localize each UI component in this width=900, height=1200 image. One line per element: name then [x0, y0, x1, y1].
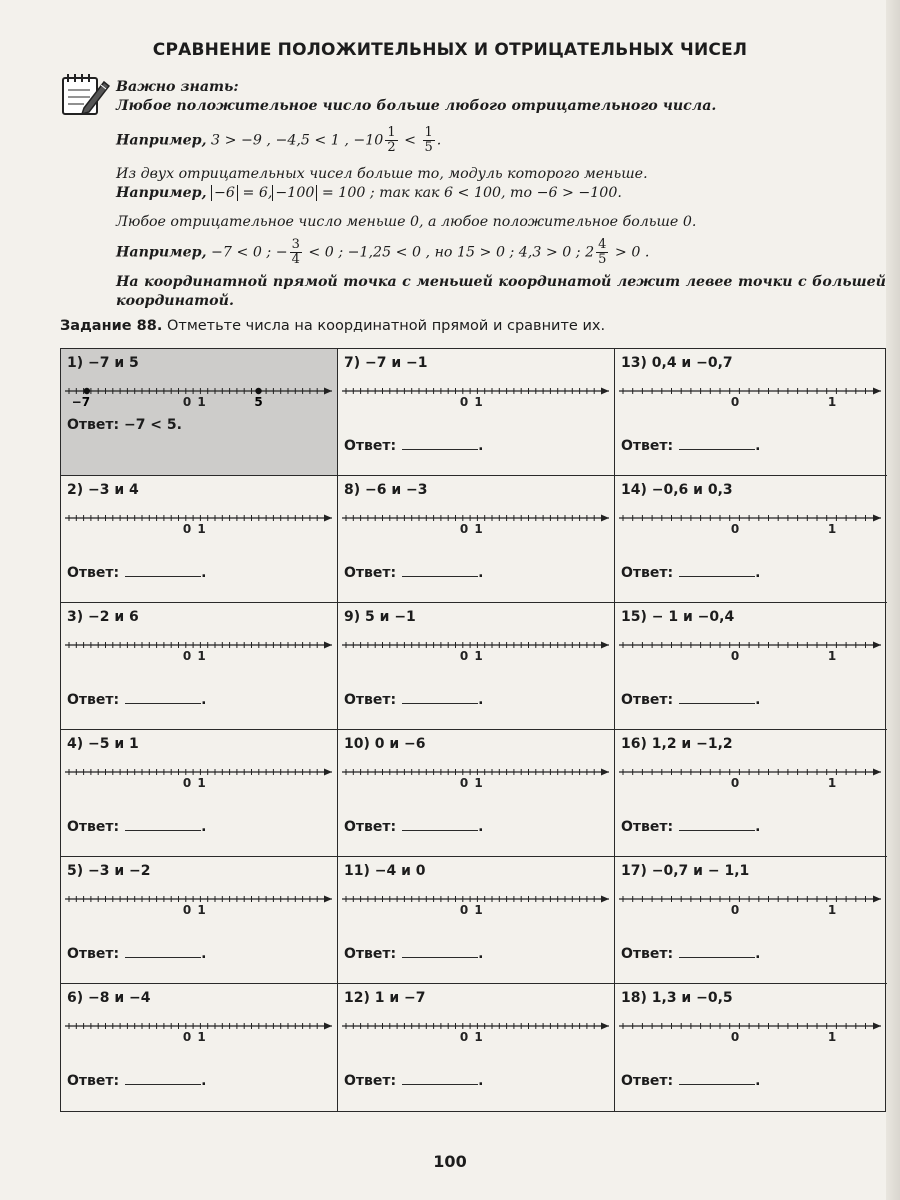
exercise-label: 13) 0,4 и −0,7	[621, 355, 733, 371]
answer-field[interactable]	[344, 818, 483, 835]
tick-label: 0	[730, 1030, 740, 1044]
tick-label: 1	[474, 522, 483, 536]
tick-label: 1	[827, 903, 837, 917]
exercise-label: 10) 0 и −6	[344, 736, 426, 752]
answer-blank[interactable]	[402, 945, 478, 958]
answer-period: .	[755, 565, 761, 581]
example-2-c1: 6 < 100	[444, 185, 502, 201]
example-3-d: 15 > 0 ;	[456, 244, 515, 261]
number-line[interactable]	[61, 375, 337, 415]
exercise-label: 8) −6 и −3	[344, 482, 428, 498]
example-1-c-rel: <	[404, 132, 416, 149]
exercise-cell[interactable]	[615, 730, 887, 857]
answer-period: .	[201, 1073, 207, 1089]
answer-field[interactable]	[344, 437, 483, 454]
example-3	[116, 238, 886, 267]
answer-blank[interactable]	[125, 818, 201, 831]
answer-field[interactable]	[344, 691, 483, 708]
number-line[interactable]	[61, 756, 337, 796]
tick-label: 0	[182, 776, 192, 790]
example-3-b-minus: −	[275, 244, 288, 261]
exercise-label: 14) −0,6 и 0,3	[621, 482, 733, 498]
example-3-f-lead: 2	[585, 244, 595, 261]
tick-label: 0	[459, 903, 469, 917]
tick-label: 1	[197, 776, 206, 790]
rule-2: Из двух отрицательных чисел больше то, модуль которого меньше.	[116, 166, 648, 182]
tick-label: 0	[182, 522, 192, 536]
tick-label: 1	[827, 776, 837, 790]
answer-label: Ответ:	[67, 1073, 120, 1089]
answer-label: Ответ:	[67, 946, 120, 962]
answer-period: .	[201, 565, 207, 581]
answer-label: Ответ:	[344, 438, 397, 454]
example-1-a: 3 > −9 ,	[211, 132, 271, 149]
tick-label: 0	[182, 649, 192, 663]
answer-blank[interactable]	[125, 1072, 201, 1085]
answer-period: .	[478, 438, 484, 454]
task-label: Задание 88.	[60, 318, 163, 334]
tick-label: 0	[730, 776, 740, 790]
tick-label-five: 5	[254, 395, 263, 409]
tick-label: 0	[730, 903, 740, 917]
answer-period: .	[755, 819, 761, 835]
exercise-cell[interactable]	[338, 476, 615, 603]
answer-period: .	[201, 692, 207, 708]
example-2-c2: −6 > −100	[536, 185, 618, 201]
exercise-cell[interactable]	[61, 603, 338, 730]
abs-minus-six: −6	[211, 185, 238, 201]
answer-blank[interactable]	[679, 818, 755, 831]
axis-arrow-icon	[873, 515, 881, 522]
tick-label: 1	[197, 649, 206, 663]
number-line[interactable]	[615, 756, 887, 796]
example-1-end: .	[436, 132, 442, 149]
answer-blank[interactable]	[402, 437, 478, 450]
number-line[interactable]	[615, 502, 887, 542]
exercise-label: 6) −8 и −4	[67, 990, 151, 1006]
task-heading	[60, 318, 605, 334]
tick-label: 1	[827, 395, 837, 409]
marked-point	[255, 388, 261, 394]
answer-label: Ответ:	[344, 565, 397, 581]
fraction-one-half: $\frac{1}{2}$	[387, 125, 396, 155]
example-1-prefix: Например,	[116, 132, 207, 149]
example-2-end: .	[617, 185, 622, 201]
answer-period: .	[478, 565, 484, 581]
example-2	[116, 184, 886, 203]
answer-period: .	[755, 692, 761, 708]
answer-field[interactable]	[344, 564, 483, 581]
tick-label: 1	[827, 522, 837, 536]
answer-label: Ответ:	[344, 946, 397, 962]
example-answer: Ответ: −7 < 5.	[67, 417, 182, 433]
axis-arrow-icon	[873, 769, 881, 776]
axis-arrow-icon	[601, 769, 609, 776]
rule-3: Любое отрицательное число меньше 0, а любое положительное больше 0.	[116, 214, 697, 230]
example-3-b-rel: < 0 ;	[308, 244, 344, 261]
exercise-label: 18) 1,3 и −0,5	[621, 990, 733, 1006]
answer-blank[interactable]	[402, 691, 478, 704]
axis-arrow-icon	[601, 642, 609, 649]
fraction-one-fifth: $\frac{1}{5}$	[424, 125, 433, 155]
axis-arrow-icon	[873, 642, 881, 649]
answer-period: .	[201, 819, 207, 835]
answer-label: Ответ:	[344, 692, 397, 708]
answer-field[interactable]	[344, 1072, 483, 1089]
answer-blank[interactable]	[679, 1072, 755, 1085]
exercise-cell[interactable]	[338, 984, 615, 1111]
axis-arrow-icon	[324, 388, 332, 395]
exercise-cell[interactable]	[61, 984, 338, 1111]
marked-point	[84, 388, 90, 394]
answer-period: .	[478, 1073, 484, 1089]
notepad-pencil-icon	[60, 72, 110, 118]
example-1-b: −4,5 < 1 ,	[275, 132, 349, 149]
number-line[interactable]	[338, 1010, 614, 1050]
answer-label: Ответ:	[67, 565, 120, 581]
page-edge	[886, 0, 900, 1200]
exercise-cell[interactable]	[61, 730, 338, 857]
axis-arrow-icon	[324, 515, 332, 522]
answer-period: .	[755, 946, 761, 962]
tick-label: 0	[182, 1030, 192, 1044]
tick-label: 0	[182, 395, 192, 409]
exercise-label: 17) −0,7 и − 1,1	[621, 863, 750, 879]
number-line[interactable]	[615, 375, 887, 415]
example-2-prefix: Например,	[116, 185, 207, 201]
answer-field[interactable]	[67, 1072, 206, 1089]
tick-label: 1	[474, 776, 483, 790]
exercise-cell[interactable]	[615, 857, 887, 984]
answer-field[interactable]	[621, 1072, 760, 1089]
exercise-cell[interactable]	[338, 349, 615, 476]
axis-arrow-icon	[324, 642, 332, 649]
answer-blank[interactable]	[679, 564, 755, 577]
answer-label: Ответ:	[621, 565, 674, 581]
exercise-label: 9) 5 и −1	[344, 609, 416, 625]
exercise-label: 4) −5 и 1	[67, 736, 139, 752]
tick-label: 1	[197, 522, 206, 536]
exercise-cell[interactable]	[615, 476, 887, 603]
axis-arrow-icon	[873, 896, 881, 903]
answer-period: .	[478, 692, 484, 708]
fraction-four-fifths: $\frac{4}{5}$	[598, 237, 607, 267]
number-line[interactable]	[338, 375, 614, 415]
axis-arrow-icon	[601, 388, 609, 395]
example-1-c-lead: −10	[353, 132, 384, 149]
example-1	[116, 126, 886, 155]
tick-label: 0	[730, 395, 740, 409]
answer-period: .	[755, 438, 761, 454]
answer-label: Ответ:	[67, 819, 120, 835]
exercise-label: 3) −2 и 6	[67, 609, 139, 625]
fraction-three-quarters: $\frac{3}{4}$	[291, 237, 300, 267]
rule-4: На координатной прямой точка с меньшей координатой лежит левее точки с большей координатой.	[116, 274, 886, 309]
answer-blank[interactable]	[679, 945, 755, 958]
answer-period: .	[755, 1073, 761, 1089]
axis-arrow-icon	[324, 769, 332, 776]
example-2-eq2: = 100 ;	[321, 185, 375, 201]
exercise-cell[interactable]	[338, 730, 615, 857]
tick-label: 0	[730, 522, 740, 536]
axis-arrow-icon	[601, 515, 609, 522]
answer-label: Ответ:	[344, 1073, 397, 1089]
axis-arrow-icon	[873, 1023, 881, 1030]
page-number: 100	[433, 1152, 467, 1171]
exercise-label: 2) −3 и 4	[67, 482, 139, 498]
example-2-eq1: = 6,	[242, 185, 273, 201]
exercise-label: 11) −4 и 0	[344, 863, 426, 879]
answer-period: .	[478, 819, 484, 835]
answer-field[interactable]	[621, 437, 760, 454]
answer-label: Ответ:	[344, 819, 397, 835]
answer-blank[interactable]	[679, 437, 755, 450]
answer-label: Ответ:	[621, 946, 674, 962]
axis-arrow-icon	[601, 1023, 609, 1030]
tick-label: 1	[197, 1030, 206, 1044]
example-3-prefix: Например,	[116, 244, 207, 261]
exercise-label: 1) −7 и 5	[67, 355, 139, 371]
exercise-label: 7) −7 и −1	[344, 355, 428, 371]
number-line[interactable]	[338, 629, 614, 669]
example-3-e: 4,3 > 0 ;	[518, 244, 581, 261]
tick-label-minus-seven: −7	[71, 395, 91, 409]
tick-label: 0	[459, 395, 469, 409]
tick-label: 1	[827, 649, 837, 663]
exercise-cell[interactable]	[61, 857, 338, 984]
answer-field[interactable]	[621, 691, 760, 708]
number-line[interactable]	[61, 1010, 337, 1050]
example-3-no: но	[434, 244, 453, 261]
tick-label: 1	[474, 395, 483, 409]
exercise-label: 5) −3 и −2	[67, 863, 151, 879]
answer-blank[interactable]	[125, 564, 201, 577]
abs-minus-hundred: −100	[272, 185, 317, 201]
tick-label: 0	[730, 649, 740, 663]
answer-blank[interactable]	[402, 564, 478, 577]
answer-field[interactable]	[67, 945, 206, 962]
number-line[interactable]	[61, 629, 337, 669]
answer-label: Ответ:	[67, 692, 120, 708]
exercise-grid	[60, 348, 886, 1112]
tick-label: 0	[459, 522, 469, 536]
axis-arrow-icon	[601, 896, 609, 903]
answer-label: Ответ:	[621, 692, 674, 708]
number-line[interactable]	[615, 629, 887, 669]
number-line[interactable]	[61, 883, 337, 923]
rule-1: Любое положительное число больше любого отрицательного числа.	[116, 98, 717, 114]
tick-label: 0	[459, 1030, 469, 1044]
number-line[interactable]	[338, 502, 614, 542]
task-text: Отметьте числа на координатной прямой и сравните их.	[166, 318, 606, 334]
tick-label: 0	[459, 649, 469, 663]
answer-field[interactable]	[621, 564, 760, 581]
exercise-cell[interactable]	[615, 603, 887, 730]
exercise-cell[interactable]	[338, 857, 615, 984]
tick-label: 1	[827, 1030, 837, 1044]
number-line[interactable]	[61, 502, 337, 542]
tick-label: 1	[197, 395, 206, 409]
exercise-cell[interactable]	[615, 984, 887, 1111]
example-3-a: −7 < 0 ;	[211, 244, 272, 261]
axis-arrow-icon	[324, 1023, 332, 1030]
tick-label: 1	[197, 903, 206, 917]
axis-arrow-icon	[873, 388, 881, 395]
info-box	[116, 78, 886, 311]
exercise-label: 15) − 1 и −0,4	[621, 609, 735, 625]
answer-field[interactable]	[621, 945, 760, 962]
exercise-cell[interactable]	[61, 476, 338, 603]
page-title: СРАВНЕНИЕ ПОЛОЖИТЕЛЬНЫХ И ОТРИЦАТЕЛЬНЫХ ЧИСЕЛ	[152, 40, 748, 60]
answer-label: Ответ:	[621, 1073, 674, 1089]
tick-label: 0	[459, 776, 469, 790]
tick-label: 0	[182, 903, 192, 917]
example-3-f-rel: > 0 .	[614, 244, 650, 261]
answer-period: .	[201, 946, 207, 962]
answer-field[interactable]	[344, 945, 483, 962]
exercise-cell[interactable]	[338, 603, 615, 730]
answer-blank[interactable]	[402, 818, 478, 831]
example-2-tail2: , то	[501, 185, 533, 201]
tick-label: 1	[474, 903, 483, 917]
answer-field[interactable]	[621, 818, 760, 835]
number-line[interactable]	[338, 756, 614, 796]
tick-label: 1	[474, 649, 483, 663]
answer-blank[interactable]	[402, 1072, 478, 1085]
answer-field[interactable]	[67, 691, 206, 708]
tick-label: 1	[474, 1030, 483, 1044]
exercise-label: 12) 1 и −7	[344, 990, 426, 1006]
answer-field[interactable]	[67, 564, 206, 581]
example-2-tail1: так как	[379, 185, 440, 201]
exercise-label: 16) 1,2 и −1,2	[621, 736, 733, 752]
answer-field[interactable]	[67, 818, 206, 835]
answer-label: Ответ:	[621, 438, 674, 454]
answer-blank[interactable]	[125, 945, 201, 958]
answer-blank[interactable]	[125, 691, 201, 704]
answer-period: .	[478, 946, 484, 962]
exercise-cell[interactable]	[61, 349, 338, 476]
answer-blank[interactable]	[679, 691, 755, 704]
exercise-cell[interactable]	[615, 349, 887, 476]
number-line[interactable]	[615, 883, 887, 923]
info-heading: Важно знать:	[116, 79, 239, 95]
example-3-c: −1,25 < 0 ,	[347, 244, 431, 261]
answer-label: Ответ:	[621, 819, 674, 835]
number-line[interactable]	[338, 883, 614, 923]
axis-arrow-icon	[324, 896, 332, 903]
number-line[interactable]	[615, 1010, 887, 1050]
